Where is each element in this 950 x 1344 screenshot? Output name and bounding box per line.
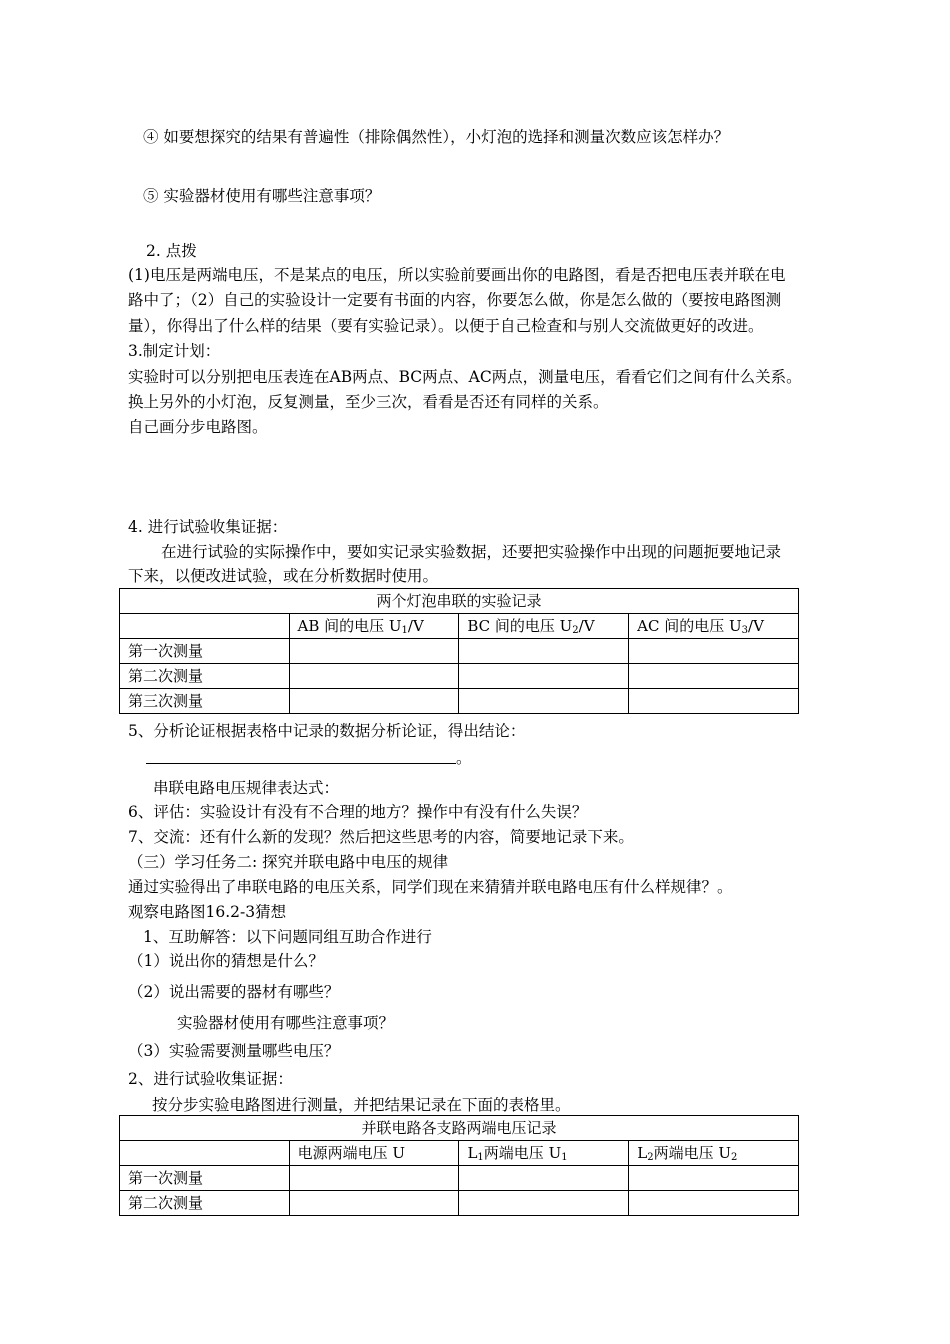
data-cell[interactable] xyxy=(459,689,629,714)
row-label: 第一次测量 xyxy=(120,639,290,664)
experiment-line: 下来，以便改进试验，或在分析数据时使用。 xyxy=(128,567,439,585)
tip-line: 路中了；（2）自己的实验设计一定要有书面的内容，你要怎么做，你是怎么做的（要按电路图测 xyxy=(128,291,782,309)
data-cell[interactable] xyxy=(459,639,629,664)
data-cell[interactable] xyxy=(289,664,459,689)
empty-header-cell xyxy=(120,614,290,639)
evaluation-text: 6、评估：实验设计有没有不合理的地方？操作中有没有什么失误？ xyxy=(128,803,588,821)
empty-header-cell xyxy=(120,1141,290,1166)
data-cell[interactable] xyxy=(289,1166,459,1191)
prompt-2: （2）说出需要的器材有哪些？ xyxy=(128,983,340,1001)
table-row xyxy=(120,639,799,664)
table-row xyxy=(120,1166,799,1191)
table-caption: 两个灯泡串联的实验记录 xyxy=(120,589,799,614)
prompt-2b: 实验器材使用有哪些注意事项？ xyxy=(177,1014,395,1032)
column-header: 电源两端电压 U xyxy=(289,1141,459,1166)
data-cell[interactable] xyxy=(289,689,459,714)
analysis-text: 5、分析论证根据表格中记录的数据分析论证，得出结论： xyxy=(128,722,526,740)
plan-line: 换上另外的小灯泡，反复测量，至少三次，看看是否还有同样的关系。 xyxy=(128,393,609,411)
data-cell[interactable] xyxy=(459,664,629,689)
table-row xyxy=(120,664,799,689)
tip-heading: 2. 点拨 xyxy=(146,242,197,260)
row-label: 第二次测量 xyxy=(120,664,290,689)
row-label: 第二次测量 xyxy=(120,1191,290,1216)
collect-body: 按分步实验电路图进行测量，并把结果记录在下面的表格里。 xyxy=(152,1096,571,1114)
series-record-table xyxy=(119,588,799,714)
parallel-record-table xyxy=(119,1115,799,1216)
data-cell[interactable] xyxy=(289,1191,459,1216)
question-4: ④ 如要想探究的结果有普遍性（排除偶然性），小灯泡的选择和测量次数应该怎样办？ xyxy=(143,128,730,146)
plan-line: 自己画分步电路图。 xyxy=(128,418,268,436)
data-cell[interactable] xyxy=(629,1191,799,1216)
data-cell[interactable] xyxy=(459,1166,629,1191)
tip-line: 量），你得出了什么样的结果（要有实验记录）。以便于自己检查和与别人交流做更好的改进。 xyxy=(128,317,764,335)
mutual-help-text: 1、互助解答：以下问题同组互助合作进行 xyxy=(143,928,432,946)
row-label: 第一次测量 xyxy=(120,1166,290,1191)
table-row xyxy=(120,1191,799,1216)
column-header: $L_1$两端电压 $U_1$ xyxy=(459,1141,629,1166)
data-cell[interactable] xyxy=(289,639,459,664)
task2-heading: （三）学习任务二: 探究并联电路中电压的规律 xyxy=(128,853,449,871)
data-cell[interactable] xyxy=(629,664,799,689)
column-header: $L_2$两端电压 $U_2$ xyxy=(629,1141,799,1166)
question-5: ⑤ 实验器材使用有哪些注意事项？ xyxy=(143,187,381,205)
series-expression: 串联电路电压规律表达式： xyxy=(153,779,340,797)
column-header: AC 间的电压 $U_3/V$ xyxy=(629,614,799,639)
data-cell[interactable] xyxy=(629,1166,799,1191)
experiment-line: 在进行试验的实际操作中，要如实记录实验数据，还要把实验操作中出现的问题扼要地记录 xyxy=(161,543,782,561)
data-cell[interactable] xyxy=(629,689,799,714)
task2-intro: 通过实验得出了串联电路的电压关系，同学们现在来猜猜并联电路电压有什么样规律？。 xyxy=(128,878,733,896)
plan-line: 实验时可以分别把电压表连在AB两点、BC两点、AC两点，测量电压，看看它们之间有什么关系。 xyxy=(128,368,802,386)
exchange-text: 7、交流：还有什么新的发现？然后把这些思考的内容，简要地记录下来。 xyxy=(128,828,634,846)
prompt-3: （3）实验需要测量哪些电压？ xyxy=(128,1042,340,1060)
experiment-heading: 4. 进行试验收集证据： xyxy=(128,518,288,536)
collect-heading: 2、进行试验收集证据： xyxy=(128,1070,293,1088)
row-label: 第三次测量 xyxy=(120,689,290,714)
data-cell[interactable] xyxy=(459,1191,629,1216)
column-header: BC 间的电压 $U_2/V$ xyxy=(459,614,629,639)
plan-heading: 3.制定计划： xyxy=(128,342,221,360)
conclusion-period: 。 xyxy=(456,749,472,767)
table-caption: 并联电路各支路两端电压记录 xyxy=(120,1116,799,1141)
table-row xyxy=(120,689,799,714)
prompt-1: （1）说出你的猜想是什么？ xyxy=(128,952,324,970)
data-cell[interactable] xyxy=(629,639,799,664)
conclusion-blank[interactable] xyxy=(146,763,456,764)
observe-text: 观察电路图16.2-3猜想 xyxy=(128,903,287,921)
tip-line: (1)电压是两端电压，不是某点的电压，所以实验前要画出你的电路图，看是否把电压表并联在电 xyxy=(128,266,786,284)
column-header: AB 间的电压 $U_1/V$ xyxy=(289,614,459,639)
